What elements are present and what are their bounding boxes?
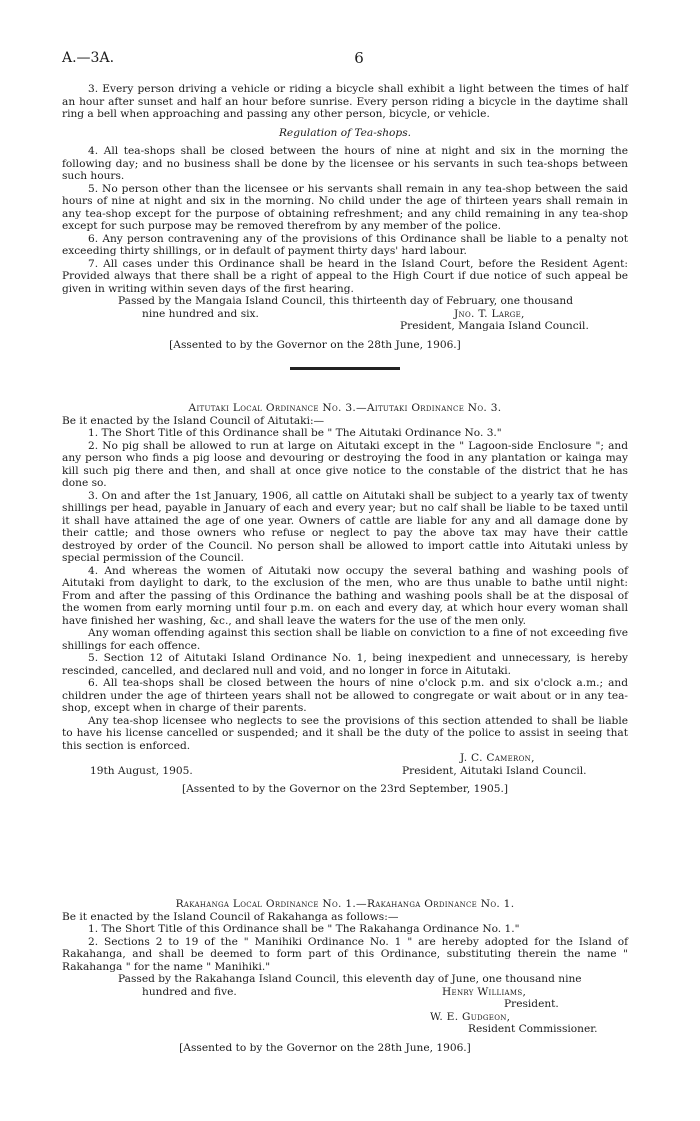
passed-by-line-cont: nine hundred and six. (142, 307, 259, 320)
aitutaki-clause-6: 6. All tea-shops shall be closed between the hours of nine o'clock p.m. and six o'clock a.m.; and children under the age of thirteen years shall not be allowed to congregate or wait about or in any tea-shop, except when in charge of their parents. (62, 677, 628, 714)
enacting-clause: Be it enacted by the Island Council of Aitutaki:— (62, 414, 325, 427)
aitutaki-clause-2: 2. No pig shall be allowed to run at large on Aitutaki except in the " Lagoon-side Enclosure "; and any person who finds a pig loose and devouring or destroying the food in any plantation or kainga may kill such pig there and then, and shall at once give notice to the constable of the district that he has done so. (62, 439, 628, 489)
aitutaki-clause-1: 1. The Short Title of this Ordinance shall be " The Aitutaki Ordinance No. 3." (88, 427, 502, 439)
mangaia-section (62, 83, 628, 390)
page-number: 6 (354, 49, 364, 67)
aitutaki-clause-3: 3. On and after the 1st January, 1906, all cattle on Aitutaki shall be subject to a yearly tax of twenty shillings per head, payable in January of each and every year; but no calf shall be liable to be taxed until it shall have attained the age of one year. Owners of cattle are liable for any and all damage done by their cattle; and those owners who refuse or neglect to pay the above tax may have their cattle destroyed by order of the Council. No person shall be allowed to import cattle into Aitutaki unless by special permission of the Council. (62, 489, 628, 564)
signer-title: President, Mangaia Island Council. (400, 320, 589, 332)
aitutaki-clause-5: 5. Section 12 of Aitutaki Island Ordinance No. 1, being inexpedient and unnecessary, is hereby rescinded, cancelled, and declared null and void, and no longer in force in Aitutaki. (62, 652, 628, 677)
aitutaki-clause-4: 4. And whereas the women of Aitutaki now occupy the several bathing and washing pools of Aitutaki from daylight to dark, to the exclusion of the men, who are thus unable to bathe until night: From and after the passing of this Ordinance the bathing and washing pools shall be at the disposal of the women from early morning until four p.m. on each and every day, at which hour every woman shall have finished her washing, &c., and shall leave the waters for the use of the men only. (62, 564, 628, 627)
ordinance-title: Aitutaki Local Ordinance No. 3.—Aitutaki Ordinance No. 3. (188, 402, 502, 414)
mangaia-clause-3: 3. Every person driving a vehicle or riding a bicycle shall exhibit a light between the times of half an hour after sunset and half an hour before sunrise. Every person riding a bicycle in the daytime shall ring a bell when approaching and passing any other person, bicycle, or vehicle. (62, 83, 628, 120)
document-reference: A.—3A. (62, 50, 115, 66)
rakahanga-section (62, 898, 628, 1054)
mangaia-clause-6: 6. Any person contravening any of the provisions of this Ordinance shall be liable to a penalty not exceeding thirty shillings, or in default of payment thirty days' hard labour. (62, 232, 628, 257)
assent-note: [Assented to by the Governor on the 23rd September, 1905.] (181, 783, 509, 795)
page-header (62, 49, 656, 70)
enacting-clause: Be it enacted by the Island Council of Rakahanga as follows:— (62, 910, 399, 923)
mangaia-clause-5: 5. No person other than the licensee or his servants shall remain in any tea-shop between the said hours of nine at night and six in the morning. No child under the age of thirteen years shall remain in any tea-shop except for the purpose of obtaining refreshment; and any child remaining in any tea-shop except for such purpose may be removed therefrom by any member of the police. (62, 182, 628, 232)
passed-by-line: Passed by the Rakahanga Island Council, this eleventh day of June, one thousand nine (118, 973, 582, 985)
mangaia-clause-7: 7. All cases under this Ordinance shall be heard in the Island Court, before the Resident Agent: Provided always that there shall be a right of appeal to the High Court if due notice of such appeal be given in writing within seven days of the first hearing. (62, 257, 628, 295)
signature-row (62, 308, 628, 321)
signer-name: J. C. Cameron, (460, 752, 535, 764)
signer-name: W. E. Gudgeon, (430, 1010, 511, 1023)
aitutaki-clause-6-licensee: Any tea-shop licensee who neglects to see the provisions of this section attended to shall be liable to have his license cancelled or suspended; and it shall be the duty of the police to assist in seeing that this section is enforced. (62, 714, 628, 752)
signer-name: Jno. T. Large, (454, 307, 525, 320)
section-divider (290, 367, 400, 370)
ordinance-date: 19th August, 1905. (90, 764, 193, 777)
ordinance-title: Rakahanga Local Ordinance No. 1.—Rakahanga Ordinance No. 1. (175, 898, 515, 910)
signer-title: President, Aitutaki Island Council. (402, 764, 587, 777)
section-subheading: Regulation of Tea-shops. (278, 126, 412, 139)
assent-note: [Assented to by the Governor on the 28th June, 1906.] (179, 1041, 471, 1054)
aitutaki-clause-4-penalty: Any woman offending against this section shall be liable on conviction to a fine of not exceeding five shillings for each offence. (62, 627, 628, 652)
rakahanga-clause-2: 2. Sections 2 to 19 of the " Manihiki Ordinance No. 1 " are hereby adopted for the Island of Rakahanga, and shall be deemed to form part of this Ordinance, substituting therein the name " Rakahanga " for the name " Manihiki." (62, 935, 628, 973)
mangaia-clause-4: 4. All tea-shops shall be closed between the hours of nine at night and six in the morning the following day; and no business shall be done by the licensee or his servants in such tea-shops between such hours. (62, 145, 628, 182)
assent-note: [Assented to by the Governor on the 28th June, 1906.] (169, 338, 461, 351)
signer-title: Resident Commissioner. (468, 1023, 598, 1035)
rakahanga-clause-1: 1. The Short Title of this Ordinance shall be " The Rakahanga Ordinance No. 1." (88, 923, 520, 935)
signer-name: Henry Williams, (442, 985, 527, 998)
passed-by-line-cont: hundred and five. (142, 985, 237, 998)
aitutaki-section (62, 402, 628, 796)
passed-by-line: Passed by the Mangaia Island Council, this thirteenth day of February, one thousand (118, 295, 573, 307)
signer-title: President. (504, 998, 559, 1010)
